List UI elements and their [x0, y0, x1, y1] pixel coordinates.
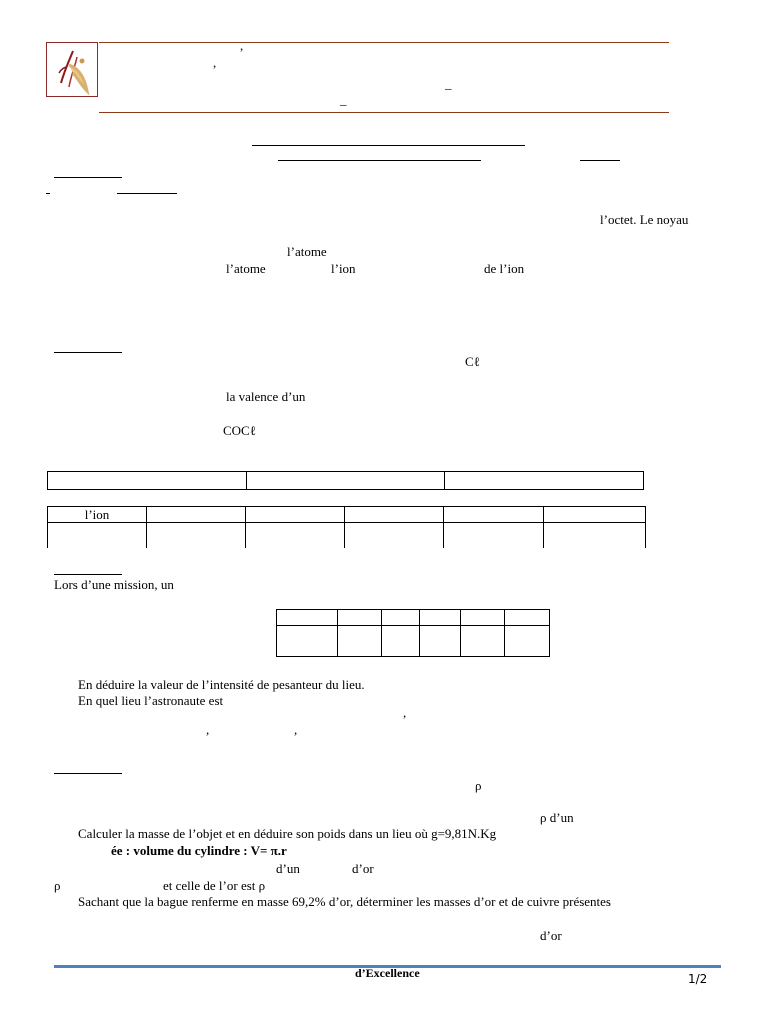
text-cl: Cℓ: [465, 354, 480, 369]
header-bottom-rule: [99, 112, 669, 113]
school-logo: [46, 42, 98, 97]
question-lieu: En quel lieu l’astronaute est: [78, 693, 224, 708]
question-bague: Sachant que la bague renferme en masse 69,2% d’or, déterminer les masses d’or et de cuivre présentes: [78, 894, 611, 909]
ion-label-cell: [48, 507, 147, 523]
table-cell: [544, 507, 646, 523]
table-cell: [48, 523, 147, 548]
text-celle: et celle de l’or est ρ: [163, 878, 266, 893]
title-underline: [252, 145, 525, 146]
text-cocl: COCℓ: [223, 423, 256, 438]
table-cell: [505, 610, 550, 626]
header-top-rule: [99, 42, 669, 43]
footer-label: d’Excellence: [355, 966, 420, 980]
rho-symbol: ρ: [475, 778, 482, 793]
dash-mark: [46, 193, 50, 194]
header-dash: _: [340, 92, 347, 107]
text-dor: d’or: [352, 861, 374, 876]
header-dash: _: [445, 76, 452, 91]
table-cell: [345, 507, 444, 523]
comma-mark: ,: [403, 705, 407, 720]
header-comma: ,: [240, 38, 244, 53]
table-cell: [277, 610, 338, 626]
table-cell: [444, 523, 544, 548]
exercise-heading-underline: [54, 177, 122, 178]
table-cell: [345, 523, 444, 548]
text-ion: de l’ion: [484, 261, 525, 276]
subtitle-underline: [278, 160, 481, 161]
exercise-heading-underline: [54, 352, 122, 353]
comma-mark: ,: [206, 722, 210, 737]
page-number: 1/2: [688, 972, 708, 986]
table-cell: [382, 610, 420, 626]
text-rho-dun: ρ d’un: [540, 810, 574, 825]
table-cell: [420, 626, 461, 657]
subtitle-underline: [580, 160, 620, 161]
table-cell: [247, 472, 445, 490]
ion-label: l’ion: [84, 507, 110, 522]
question-deduire: En déduire la valeur de l’intensité de pesanteur du lieu.: [78, 677, 365, 692]
table-cell: [48, 472, 247, 490]
table-cell: [147, 507, 246, 523]
table-cell: [445, 472, 644, 490]
table-cell: [277, 626, 338, 657]
rho-symbol: ρ: [54, 878, 61, 893]
text-mission: Lors d’une mission, un: [54, 577, 174, 592]
table-cell: [544, 523, 646, 548]
text-ion: l’ion: [331, 261, 356, 276]
table-cell: [444, 507, 544, 523]
header-comma: ,: [213, 55, 217, 70]
text-atome: l’atome: [226, 261, 266, 276]
mass-weight-table: [276, 609, 550, 657]
formula-cylinder: ée : volume du cylindre : V= π.r: [111, 843, 287, 858]
question-masse: Calculer la masse de l’objet et en déduire son poids dans un lieu où g=9,81N.Kg: [78, 826, 497, 841]
text-dun: d’un: [276, 861, 300, 876]
text-dor: d’or: [540, 928, 562, 943]
table-cell: [505, 626, 550, 657]
comma-mark: ,: [294, 722, 298, 737]
table-cell: [246, 507, 345, 523]
table-cell: [461, 610, 505, 626]
text-octet: l’octet. Le noyau: [600, 212, 689, 227]
partie-underline: [117, 193, 177, 194]
school-logo-icon: [47, 43, 97, 96]
text-atome: l’atome: [287, 244, 327, 259]
table-cell: [338, 610, 382, 626]
text-valence: la valence d’un: [226, 389, 306, 404]
table-cell: [461, 626, 505, 657]
table-cell: [338, 626, 382, 657]
table-cell: [147, 523, 246, 548]
ion-table: [47, 506, 646, 548]
exercise-heading-underline: [54, 574, 122, 575]
table-cell: [382, 626, 420, 657]
table-cell: [246, 523, 345, 548]
exercise-heading-underline: [54, 773, 122, 774]
molecule-table: [47, 471, 644, 490]
table-cell: [420, 610, 461, 626]
